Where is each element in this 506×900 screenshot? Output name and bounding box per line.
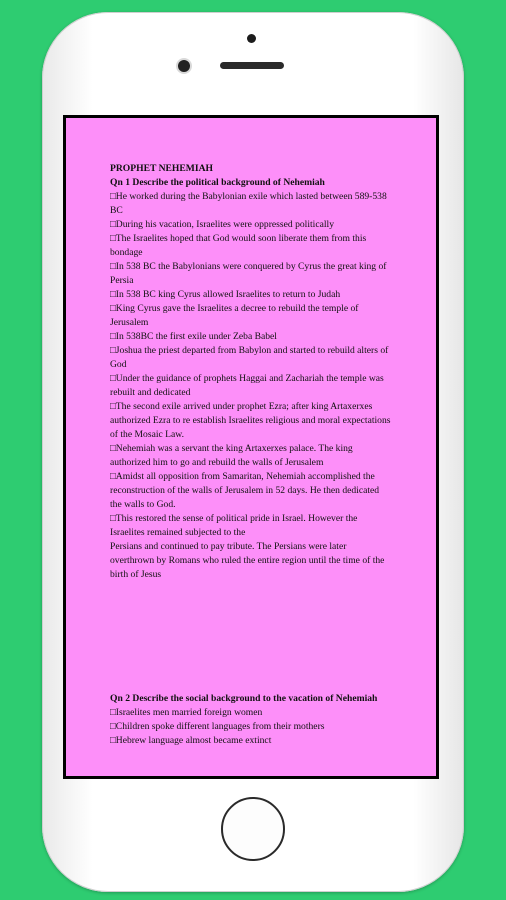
phone-frame (42, 12, 464, 892)
q1-point: □During his vacation, Israelites were oppressed politically (110, 219, 334, 230)
q1-point: □Amidst all opposition from Samaritan, Nehemiah accomplished the reconstruction of the walls of Jerusalem in 52 days. He then dedicated the walls to God. (110, 471, 380, 510)
document-view[interactable] (66, 118, 436, 776)
q1-point: □The Israelites hoped that God would soon liberate them from this bondage (110, 233, 367, 258)
q1-point: Persians and continued to pay tribute. The Persians were later overthrown by Romans who ruled the entire region until the time of the birth of Jesus (110, 541, 385, 580)
q2-point: □Israelites men married foreign women (110, 707, 263, 718)
q1-point: □In 538 BC the Babylonians were conquered by Cyrus the great king of Persia (110, 261, 387, 286)
sensor-dot (247, 34, 256, 43)
q1-point: □Joshua the priest departed from Babylon and started to rebuild alters of God (110, 345, 389, 370)
document-content (110, 162, 393, 748)
q2-point: □Children spoke different languages from their mothers (110, 721, 325, 732)
q2-point: □Hebrew language almost became extinct (110, 735, 272, 746)
front-camera (178, 60, 190, 72)
q1-point: □In 538 BC king Cyrus allowed Israelites to return to Judah (110, 289, 341, 300)
q1-point: □In 538BC the first exile under Zeba Babel (110, 331, 277, 342)
earpiece-speaker (220, 62, 284, 69)
question-2-heading: Qn 2 Describe the social background to the vacation of Nehemiah (110, 693, 378, 704)
phone-screen (63, 115, 439, 779)
home-button[interactable] (221, 797, 285, 861)
question-1-heading: Qn 1 Describe the political background of Nehemiah (110, 177, 325, 188)
q1-point: □He worked during the Babylonian exile which lasted between 589-538 BC (110, 191, 387, 216)
spacer (110, 582, 393, 692)
q1-point: □This restored the sense of political pride in Israel. However the Israelites remained subjected to the (110, 513, 358, 538)
document-title: PROPHET NEHEMIAH (110, 163, 213, 174)
q1-point: □Under the guidance of prophets Haggai and Zachariah the temple was rebuilt and dedicated (110, 373, 384, 398)
q1-point: □The second exile arrived under prophet Ezra; after king Artaxerxes authorized Ezra to re establish Israelites religious and moral expectations of the Mosaic Law. (110, 401, 391, 440)
q1-point: □Nehemiah was a servant the king Artaxerxes palace. The king authorized him to go and rebuild the walls of Jerusalem (110, 443, 353, 468)
q1-point: □King Cyrus gave the Israelites a decree to rebuild the temple of Jerusalem (110, 303, 359, 328)
